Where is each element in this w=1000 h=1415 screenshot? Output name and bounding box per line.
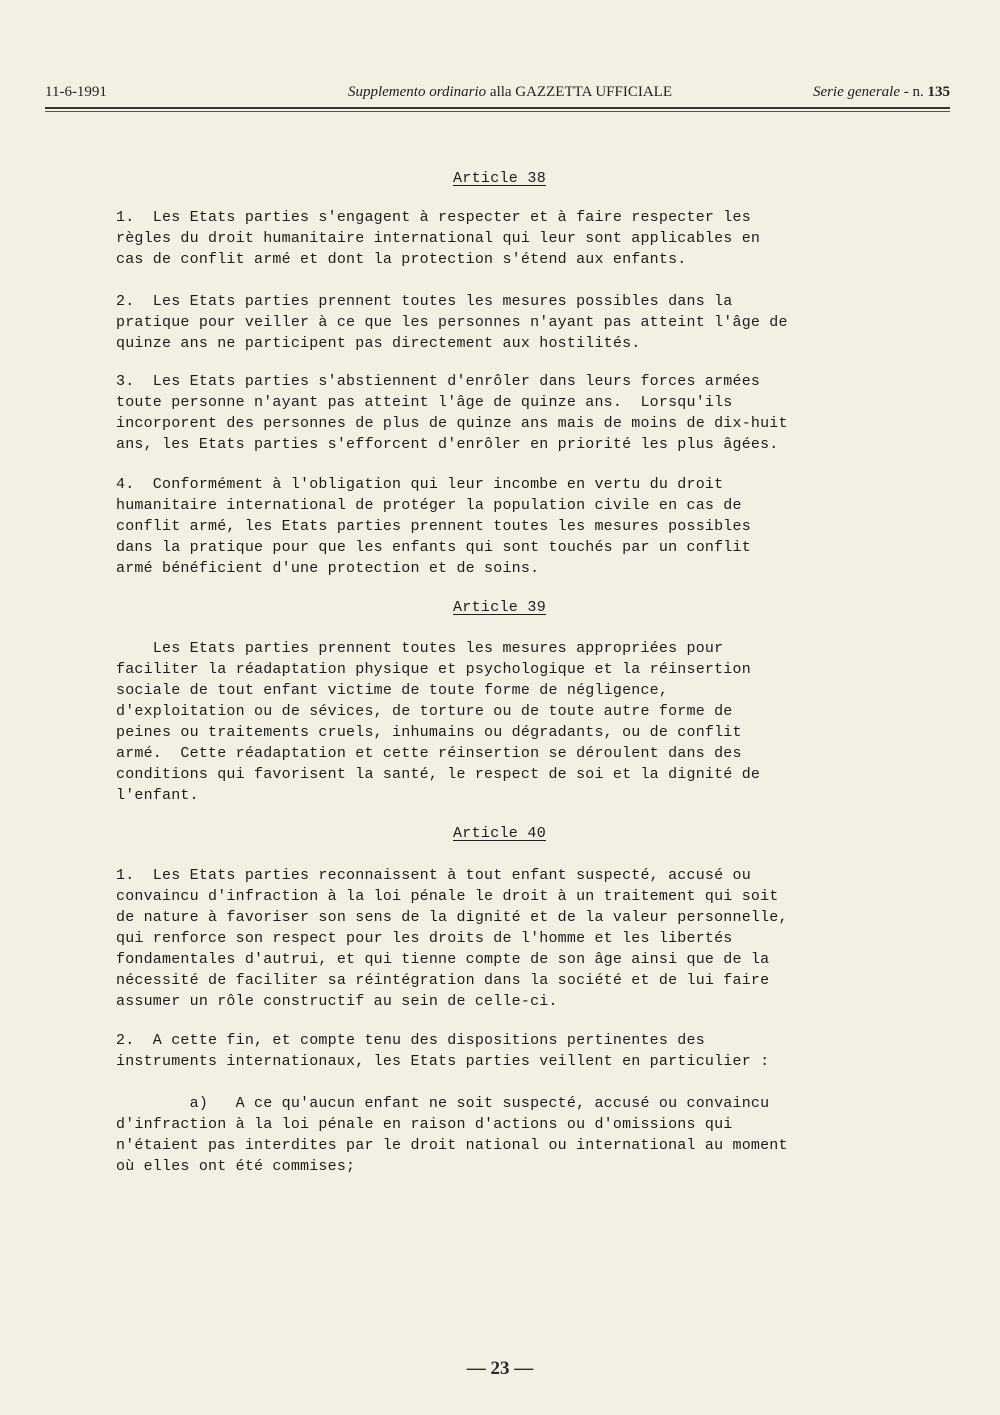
article-40-heading: Article 40 <box>453 825 547 842</box>
header-date: 11-6-1991 <box>45 84 107 100</box>
page-number: — 23 — <box>466 1358 534 1379</box>
article-40-paragraph-2: 2. A cette fin, et compte tenu des dispositions pertinentes des instruments internationaux, les Etats parties veillent en particulier : <box>116 1032 770 1070</box>
header-series-rest: - n. <box>903 84 924 100</box>
header-title <box>300 84 720 101</box>
article-39-heading: Article 39 <box>453 599 547 616</box>
article-38-paragraph-2: 2. Les Etats parties prennent toutes les mesures possibles dans la pratique pour veiller à ce que les personnes n'ayant pas atteint l'âge de quinze ans ne participent pas directement aux hostilités. <box>116 293 788 352</box>
article-38-paragraph-4: 4. Conformément à l'obligation qui leur incombe en vertu du droit humanitaire international de protéger la population civile en cas de conflit armé, les Etats parties prennent toutes les mesures possibles dans la pratique pour que les enfants qui sont touchés par un conflit armé bénéficient d'une protection et de soins. <box>116 476 751 577</box>
article-38-heading: Article 38 <box>453 170 547 187</box>
header-title-rest: alla GAZZETTA UFFICIALE <box>489 84 673 100</box>
article-40-paragraph-1: 1. Les Etats parties reconnaissent à tout enfant suspecté, accusé ou convaincu d'infraction à la loi pénale le droit à un traitement qui soit de nature à favoriser son sens de la dignité et de la valeur personnelle, qui renforce son respect pour les droits de l'homme et les libertés fondamentales d'autrui, et qui tienne compte de son âge ainsi que de la nécessité de faciliter sa réintégration dans la société et de lui faire assumer un rôle constructif au sein de celle-ci. <box>116 867 788 1010</box>
header-series-number: 135 <box>927 84 950 100</box>
page-header <box>45 84 950 106</box>
article-39-paragraph-1: Les Etats parties prennent toutes les mesures appropriées pour faciliter la réadaptation physique et psychologique et la réinsertion sociale de tout enfant victime de toute forme de négligence, d'exploitation ou de sévices, de torture ou de toute autre forme de peines ou traitements cruels, inhumains ou dégradants, ou de conflit armé. Cette réadaptation et cette réinsertion se déroulent dans des conditions qui favorisent la santé, le respect de soi et la dignité de l'enfant. <box>116 640 761 804</box>
header-title-italic: Supplemento ordinario <box>347 84 487 100</box>
header-series-italic: Serie generale <box>812 84 900 100</box>
header-rule-thick <box>45 107 950 109</box>
article-38-paragraph-1: 1. Les Etats parties s'engagent à respecter et à faire respecter les règles du droit humanitaire international qui leur sont applicables en cas de conflit armé et dont la protection s'étend aux enfants. <box>116 209 761 268</box>
article-38-paragraph-3: 3. Les Etats parties s'abstiennent d'enrôler dans leurs forces armées toute personne n'ayant pas atteint l'âge de quinze ans. Lorsqu'ils incorporent des personnes de plus de quinze ans mais de moins de dix-huit ans, les Etats parties s'efforcent d'enrôler en priorité les plus âgées. <box>116 373 788 453</box>
header-series <box>813 84 950 101</box>
article-40-paragraph-2a: a) A ce qu'aucun enfant ne soit suspecté, accusé ou convaincu d'infraction à la loi pénale en raison d'actions ou d'omissions qui n'étaient pas interdites par le droit national ou international au moment où elles ont été commises; <box>116 1095 788 1175</box>
header-rule-thin <box>45 111 950 112</box>
